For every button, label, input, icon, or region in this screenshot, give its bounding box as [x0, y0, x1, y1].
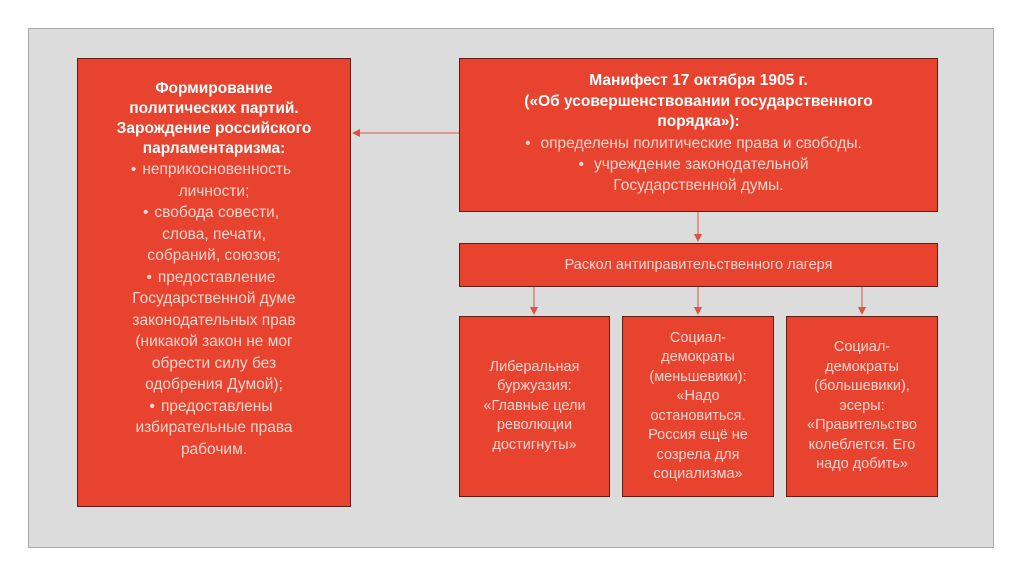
column-line: эсеры:	[839, 397, 885, 414]
parties-heading-line: Зарождение российского	[116, 120, 312, 137]
bullet-line: предоставлены	[160, 397, 273, 415]
bolsheviks-box	[786, 316, 938, 497]
bullet-line: учреждение законодательной	[593, 155, 809, 173]
column-line: революции	[496, 417, 573, 434]
bullet-line: Государственной думе	[132, 290, 296, 307]
column-line: «Правительство	[807, 417, 917, 434]
split-box	[459, 243, 938, 287]
bullet-duma-establishment	[470, 154, 927, 196]
manifesto-heading-line: порядка»):	[657, 113, 740, 130]
bullet-freedoms	[88, 202, 340, 267]
manifesto-box	[459, 58, 938, 212]
manifesto-heading-line: Манифест 17 октября 1905 г.	[589, 72, 808, 89]
parties-heading-line: Формирование	[155, 80, 273, 97]
bullet-line: определены политические права и свободы.	[540, 134, 862, 152]
bullet-political-rights	[470, 133, 927, 154]
bullet-line: слова, печати,	[162, 225, 266, 243]
manifesto-heading-line: («Об усовершенствовании государственного	[524, 92, 873, 110]
liberal-bourgeoisie-box	[459, 316, 610, 497]
bullet-line: свобода совести,	[154, 204, 280, 221]
bullet-workers-voting-rights	[88, 396, 340, 461]
bullet-line: неприкосновенность	[142, 161, 292, 178]
column-line: Либеральная	[489, 358, 580, 375]
bolsheviks-text	[807, 338, 917, 475]
liberal-bourgeoisie-text	[483, 358, 585, 456]
parties-bullet-list	[88, 159, 340, 460]
bullet-line: законодательных прав	[132, 311, 296, 329]
column-line: надо добить»	[816, 456, 908, 473]
column-line: (большевики),	[814, 378, 910, 395]
column-line: созрела для	[656, 446, 740, 463]
column-line: остановиться.	[650, 407, 746, 424]
bullet-line: личности;	[178, 182, 250, 200]
column-line: колеблется. Его	[808, 436, 916, 453]
column-line: социализма»	[653, 466, 743, 482]
parties-heading-line: парламентаризма:	[142, 140, 286, 157]
column-line: демократы	[825, 358, 899, 375]
bullet-line: одобрения Думой);	[145, 376, 283, 393]
bullet-line: избирательные права	[135, 419, 293, 436]
parties-parliamentarism-box	[77, 58, 351, 507]
column-line: «Главные цели	[483, 397, 586, 414]
bullet-line: собраний, союзов;	[147, 247, 281, 264]
column-line: Социал-	[833, 339, 891, 356]
bullet-duma-legislative-rights	[88, 267, 340, 396]
column-line: (меньшевики):	[649, 368, 747, 385]
column-line: Социал-	[669, 329, 727, 346]
bullet-line: обрести силу без	[151, 354, 277, 372]
manifesto-heading	[470, 71, 927, 133]
bullet-personal-inviolability	[88, 159, 340, 202]
parties-heading	[88, 79, 340, 159]
bullet-line: предоставление	[157, 268, 276, 286]
column-line: Россия ещё не	[648, 427, 748, 443]
column-line: достигнуты»	[492, 436, 577, 453]
split-label: Раскол антиправительственного лагеря	[564, 257, 833, 273]
bullet-line: Государственной думы.	[613, 176, 784, 194]
column-line: демократы	[661, 349, 735, 365]
column-line: буржуазия:	[497, 378, 572, 395]
mensheviks-box	[622, 316, 774, 497]
mensheviks-text	[648, 329, 748, 485]
bullet-line: рабочим.	[180, 440, 248, 458]
bullet-line: (никакой закон не мог	[135, 333, 293, 350]
column-line: «Надо	[676, 388, 720, 404]
manifesto-bullet-list	[470, 133, 927, 196]
parties-heading-line: политических партий.	[129, 100, 299, 117]
